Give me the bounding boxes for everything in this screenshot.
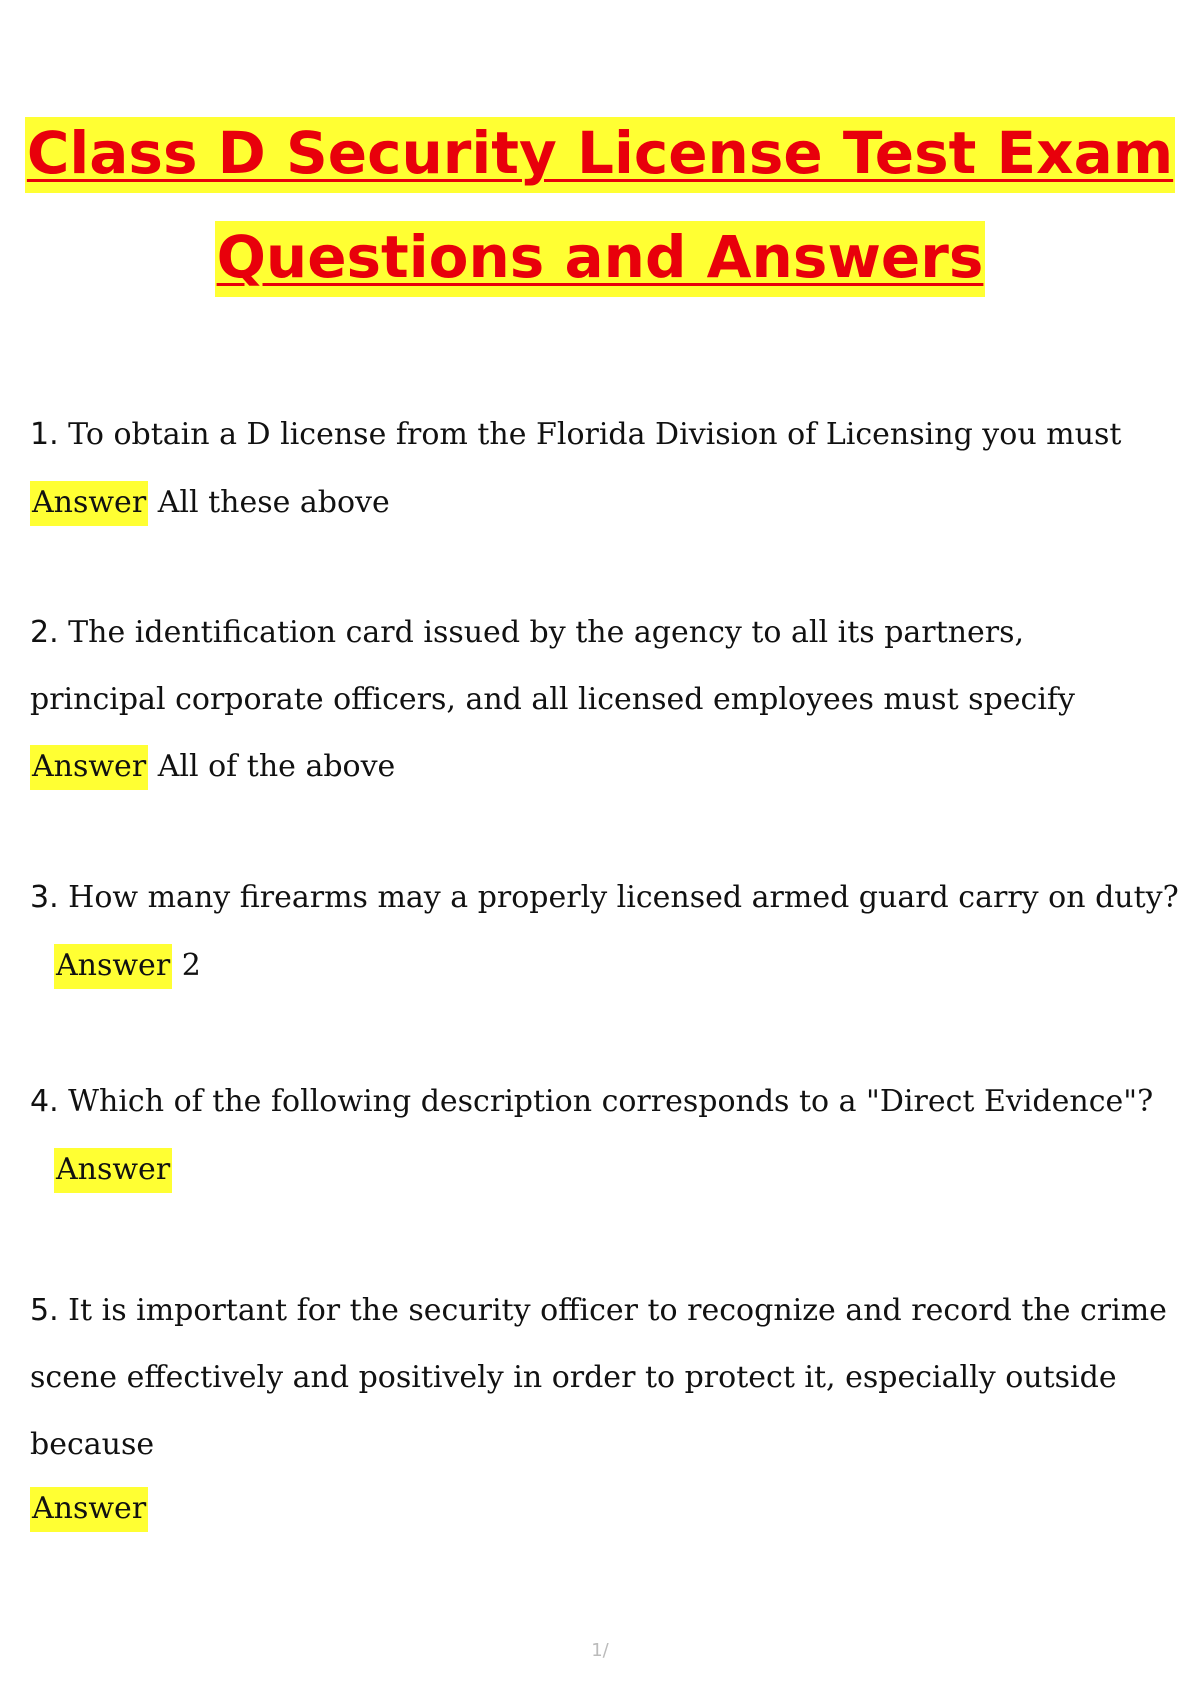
title-text-2: Questions and Answers [215,221,986,297]
question-text: How many firearms may a properly licensed armed guard carry on duty? [68,880,1179,915]
question-2 [30,616,1024,649]
answer-label: Answer [30,745,148,790]
question-number: 5. [30,1293,59,1328]
question-number: 3. [30,880,59,915]
answer-text: All of the above [157,749,396,784]
question-text: principal corporate officers, and all licensed employees must specify [30,682,1075,717]
answer-text: 2 [181,948,201,983]
answer-label: Answer [54,1148,172,1193]
question-2-line-2 [30,683,1075,716]
document-title-line-2 [0,223,1200,291]
answer-row-3 [54,949,201,982]
question-text: because [30,1427,155,1462]
answer-row-4 [54,1153,172,1186]
question-text: scene effectively and positively in order to protect it, especially outside [30,1360,1117,1395]
question-text: Which of the following description corresponds to a "Direct Evidence"? [68,1084,1154,1119]
question-5-line-2 [30,1361,1117,1394]
document-title-line-1 [0,119,1200,187]
question-number: 2. [30,615,59,650]
question-number: 1. [30,417,59,452]
answer-label: Answer [30,481,148,526]
title-text-1: Class D Security License Test Exam [25,117,1175,193]
answer-row-5 [30,1492,148,1525]
question-5-line-3 [30,1428,154,1461]
answer-label: Answer [54,944,172,989]
question-text: To obtain a D license from the Florida Division of Licensing you must [68,417,1122,452]
question-number: 4. [30,1084,59,1119]
answer-label: Answer [30,1487,148,1532]
question-5 [30,1294,1167,1327]
question-text: The identification card issued by the agency to all its partners, [68,615,1025,650]
question-3 [30,881,1179,914]
page-number: 1/ [591,1640,609,1661]
question-text: It is important for the security officer to recognize and record the crime [68,1293,1167,1328]
question-1 [30,418,1121,451]
answer-text: All these above [157,485,390,520]
answer-row-2 [30,750,395,783]
question-4 [30,1085,1153,1118]
answer-row-1 [30,486,390,519]
